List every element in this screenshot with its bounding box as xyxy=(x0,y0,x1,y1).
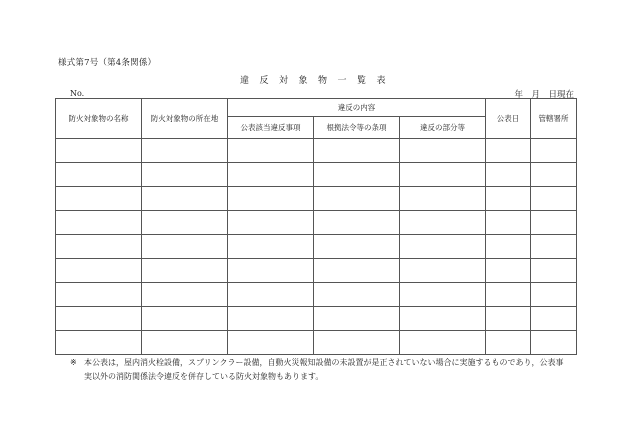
table-cell xyxy=(314,283,400,307)
table-cell xyxy=(228,259,314,283)
table-cell xyxy=(56,283,142,307)
table-cell xyxy=(142,259,228,283)
table-cell xyxy=(531,259,577,283)
table-cell xyxy=(400,139,486,163)
table-row xyxy=(56,259,577,283)
footnote-line-2: 実以外の消防関係法令違反を併存している防火対象物もあります。 xyxy=(84,372,324,381)
header-object-location: 防火対象物の所在地 xyxy=(142,99,228,139)
table-cell xyxy=(486,307,531,331)
table-cell xyxy=(531,331,577,355)
table-row xyxy=(56,163,577,187)
table-cell xyxy=(400,187,486,211)
table-cell xyxy=(228,331,314,355)
table-cell xyxy=(531,187,577,211)
header-violation-part: 違反の部分等 xyxy=(400,117,486,139)
table-cell xyxy=(400,283,486,307)
table-cell xyxy=(531,139,577,163)
table-cell xyxy=(486,259,531,283)
footnote xyxy=(70,356,576,384)
table-cell xyxy=(531,235,577,259)
table-cell xyxy=(228,187,314,211)
table-cell xyxy=(142,235,228,259)
date-as-of-label: 年 月 日現在 xyxy=(514,90,574,100)
table-cell xyxy=(531,163,577,187)
table-cell xyxy=(486,163,531,187)
footnote-mark: ※ xyxy=(70,358,77,367)
table-row xyxy=(56,211,577,235)
table-cell xyxy=(56,139,142,163)
table-cell xyxy=(142,187,228,211)
table-row xyxy=(56,307,577,331)
table-cell xyxy=(228,211,314,235)
table-cell xyxy=(314,235,400,259)
header-public-violation: 公表該当違反事項 xyxy=(228,117,314,139)
table-cell xyxy=(56,259,142,283)
table-row xyxy=(56,235,577,259)
table-row xyxy=(56,187,577,211)
table-cell xyxy=(142,139,228,163)
header-legal-basis: 根拠法令等の条項 xyxy=(314,117,400,139)
table-cell xyxy=(314,211,400,235)
table-cell xyxy=(486,187,531,211)
header-announce-date: 公表日 xyxy=(486,99,531,139)
table-row xyxy=(56,331,577,355)
table-cell xyxy=(56,211,142,235)
table-cell xyxy=(142,211,228,235)
table-cell xyxy=(314,163,400,187)
table-cell xyxy=(400,211,486,235)
table-cell xyxy=(228,139,314,163)
table-cell xyxy=(314,187,400,211)
table-cell xyxy=(228,307,314,331)
table-cell xyxy=(142,163,228,187)
table-cell xyxy=(56,331,142,355)
table-cell xyxy=(400,235,486,259)
table-cell xyxy=(400,331,486,355)
number-label: No. xyxy=(70,89,85,98)
table-cell xyxy=(400,307,486,331)
table-cell xyxy=(142,331,228,355)
table-cell xyxy=(314,139,400,163)
form-number-label: 様式第7号（第4条関係） xyxy=(58,58,157,68)
table-body xyxy=(56,139,577,355)
document-title: 違反対象物一覧表 xyxy=(239,76,396,86)
table-cell xyxy=(486,283,531,307)
table-cell xyxy=(228,163,314,187)
table-cell xyxy=(56,307,142,331)
table-cell xyxy=(56,163,142,187)
table-row xyxy=(56,283,577,307)
table-cell xyxy=(486,139,531,163)
table-cell xyxy=(531,283,577,307)
table-cell xyxy=(531,307,577,331)
table-cell xyxy=(531,211,577,235)
header-jurisdiction: 管轄署所 xyxy=(531,99,577,139)
table-cell xyxy=(486,211,531,235)
table-cell xyxy=(486,235,531,259)
table-cell xyxy=(314,259,400,283)
table-cell xyxy=(142,283,228,307)
table-cell xyxy=(228,235,314,259)
table-row xyxy=(56,139,577,163)
table-cell xyxy=(486,331,531,355)
table-cell xyxy=(400,163,486,187)
table-cell xyxy=(228,283,314,307)
table-cell xyxy=(400,259,486,283)
table-cell xyxy=(56,235,142,259)
violations-table xyxy=(55,98,577,355)
table-cell xyxy=(142,307,228,331)
header-violation-content: 違反の内容 xyxy=(228,99,486,117)
table-cell xyxy=(314,331,400,355)
header-object-name: 防火対象物の名称 xyxy=(56,99,142,139)
footnote-line-1: 本公表は，屋内消火栓設備，スプリンクラー設備，自動火災報知設備の未設置が是正されていない場合に実施するものであり，公表事 xyxy=(84,358,564,367)
table-cell xyxy=(314,307,400,331)
table-cell xyxy=(56,187,142,211)
